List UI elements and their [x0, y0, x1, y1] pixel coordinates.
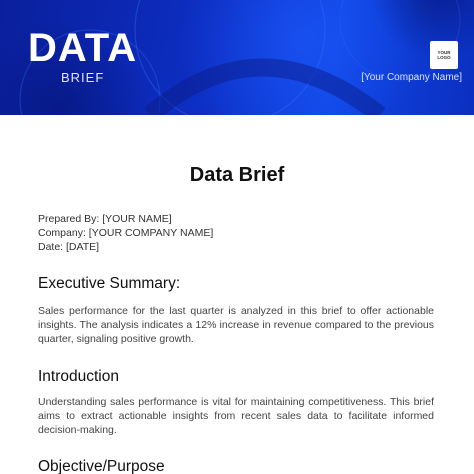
document-title: Data Brief — [189, 164, 285, 186]
brand-title: DATA — [28, 26, 138, 70]
date-line: Date: [DATE] — [38, 241, 100, 253]
executive-summary-heading: Executive Summary: — [38, 275, 181, 292]
introduction-heading: Introduction — [38, 368, 119, 385]
document-meta — [38, 212, 213, 254]
logo-text-line1: YOUR — [437, 50, 451, 55]
executive-summary-text: Sales performance for the last quarter is analyzed in this brief to offer actionable insights. The analysis indicates a 12% increase in revenue compared to the previous quarter, signaling positive growth. — [38, 305, 434, 345]
brand-subtitle: BRIEF — [61, 70, 105, 85]
company-line: Company: [YOUR COMPANY NAME] — [38, 227, 214, 239]
company-logo — [430, 41, 458, 69]
prepared-by-line: Prepared By: [YOUR NAME] — [38, 213, 172, 225]
header-banner — [0, 0, 474, 115]
company-name-tag: [Your Company Name] — [361, 72, 462, 83]
logo-text-line2: LOGO — [437, 55, 451, 60]
introduction-text: Understanding sales performance is vital for maintaining competitiveness. This brief aims to extract actionable insights from recent sales data to facilitate informed decision-making. — [38, 396, 434, 436]
objective-purpose-heading: Objective/Purpose — [38, 458, 165, 474]
